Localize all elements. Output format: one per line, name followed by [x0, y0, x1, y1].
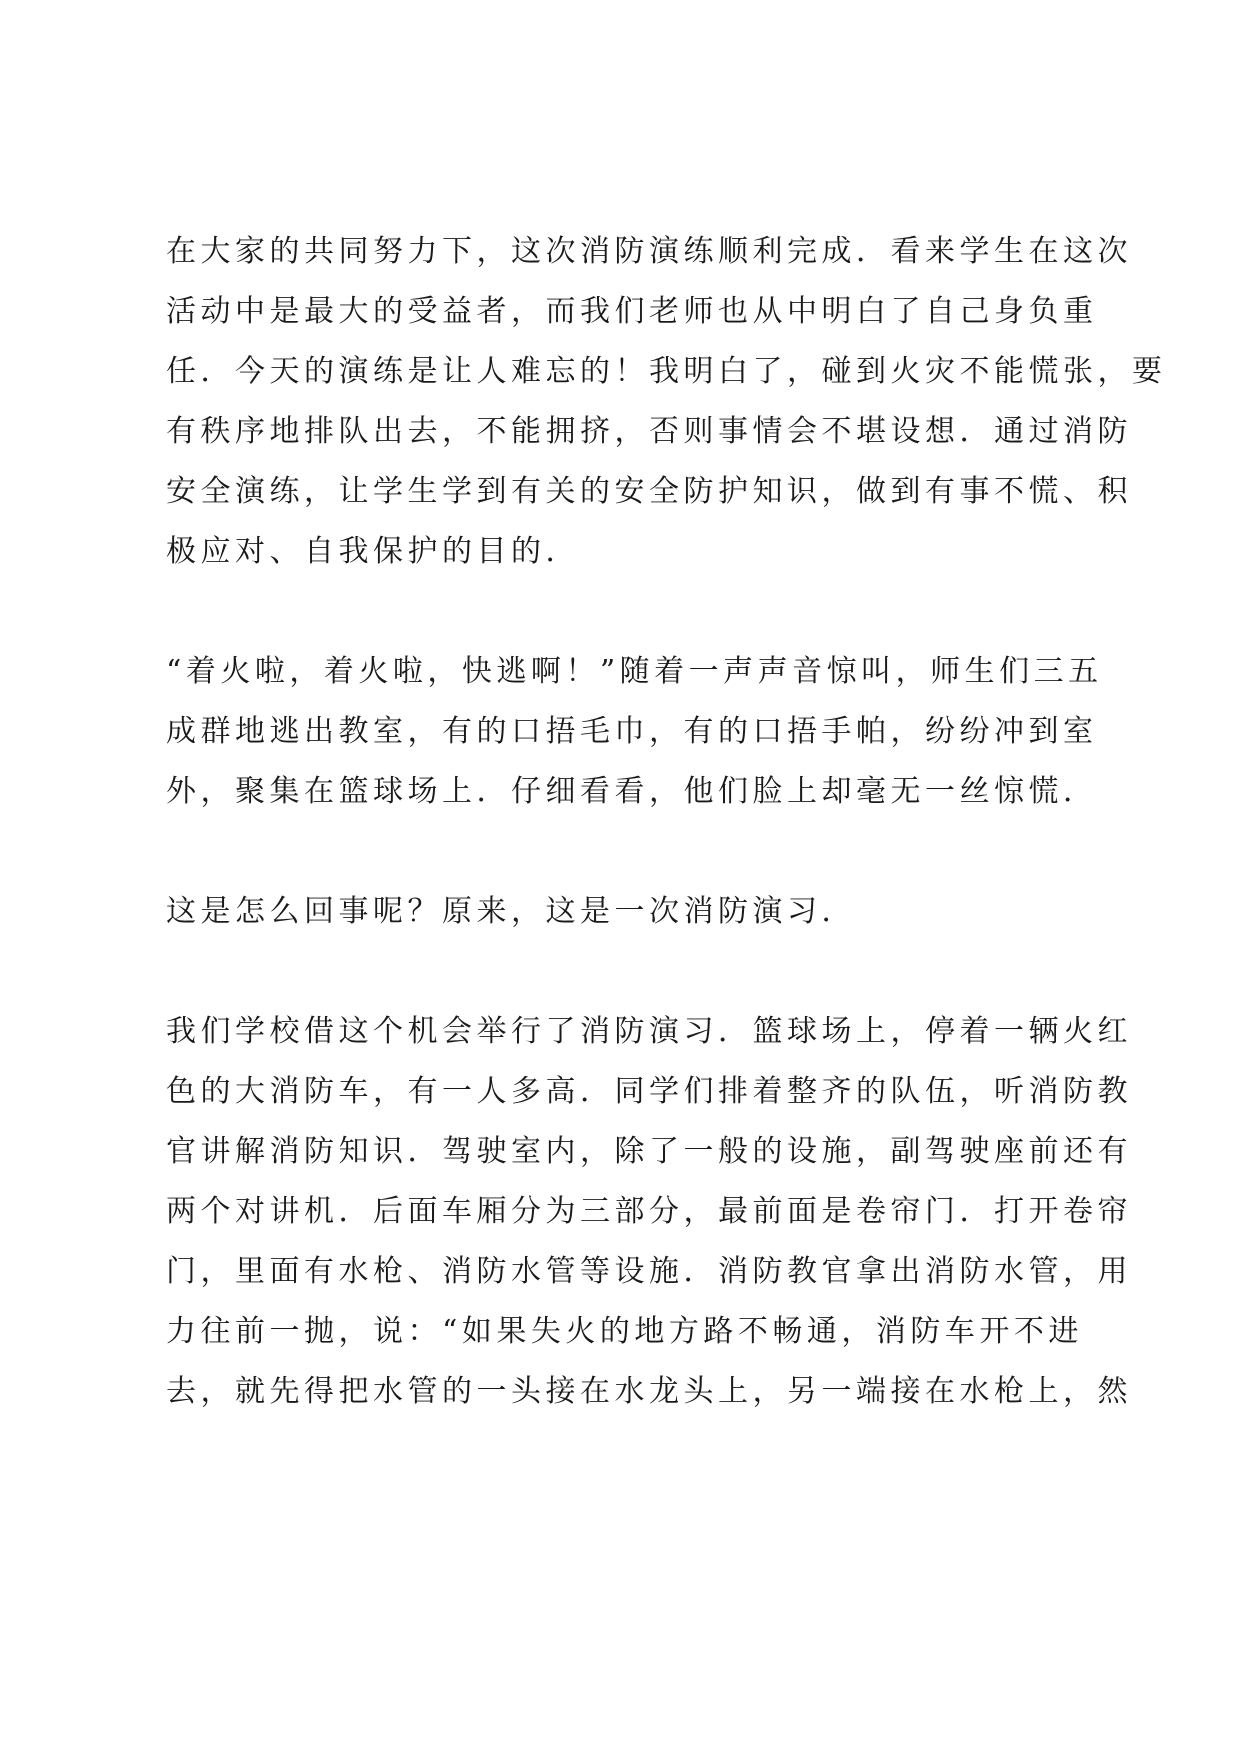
paragraph-4	[166, 1002, 1132, 1422]
text-line: 成群地逃出教室，有的口捂毛巾，有的口捂手帕，纷纷冲到室	[166, 714, 1098, 749]
text-line: 两个对讲机．后面车厢分为三部分，最前面是卷帘门．打开卷帘	[166, 1194, 1132, 1229]
paragraph-1	[166, 222, 1167, 582]
text-line: 外，聚集在篮球场上．仔细看看，他们脸上却毫无一丝惊慌．	[166, 774, 1098, 809]
paragraph-spacer	[166, 942, 1086, 1002]
text-line: 任．今天的演练是让人难忘的！我明白了，碰到火灾不能慌张，要	[166, 354, 1167, 389]
text-line: 在大家的共同努力下，这次消防演练顺利完成．看来学生在这次	[166, 234, 1132, 269]
text-line: 这是怎么回事呢？原来，这是一次消防演习．	[166, 894, 856, 929]
paragraph-spacer	[166, 822, 1086, 882]
paragraph-spacer	[166, 582, 1086, 642]
paragraph-2	[166, 642, 1103, 822]
text-line: 力往前一抛，说：“如果失火的地方路不畅通，消防车开不进	[166, 1314, 1083, 1349]
text-line: 有秩序地排队出去，不能拥挤，否则事情会不堪设想．通过消防	[166, 414, 1132, 449]
document-body	[166, 222, 1167, 1422]
text-line: 门，里面有水枪、消防水管等设施．消防教官拿出消防水管，用	[166, 1254, 1132, 1289]
text-line: 我们学校借这个机会举行了消防演习．篮球场上，停着一辆火红	[166, 1014, 1132, 1049]
text-line: 官讲解消防知识．驾驶室内，除了一般的设施，副驾驶座前还有	[166, 1134, 1132, 1169]
text-line: 活动中是最大的受益者，而我们老师也从中明白了自己身负重	[166, 294, 1098, 329]
text-line: “着火啦，着火啦，快逃啊！”随着一声声音惊叫，师生们三五	[166, 654, 1103, 689]
text-line: 极应对、自我保护的目的．	[166, 534, 580, 569]
text-line: 去，就先得把水管的一头接在水龙头上，另一端接在水枪上，然	[166, 1374, 1132, 1409]
text-line: 色的大消防车，有一人多高．同学们排着整齐的队伍，听消防教	[166, 1074, 1132, 1109]
text-line: 安全演练，让学生学到有关的安全防护知识，做到有事不慌、积	[166, 474, 1132, 509]
paragraph-3	[166, 882, 1086, 942]
